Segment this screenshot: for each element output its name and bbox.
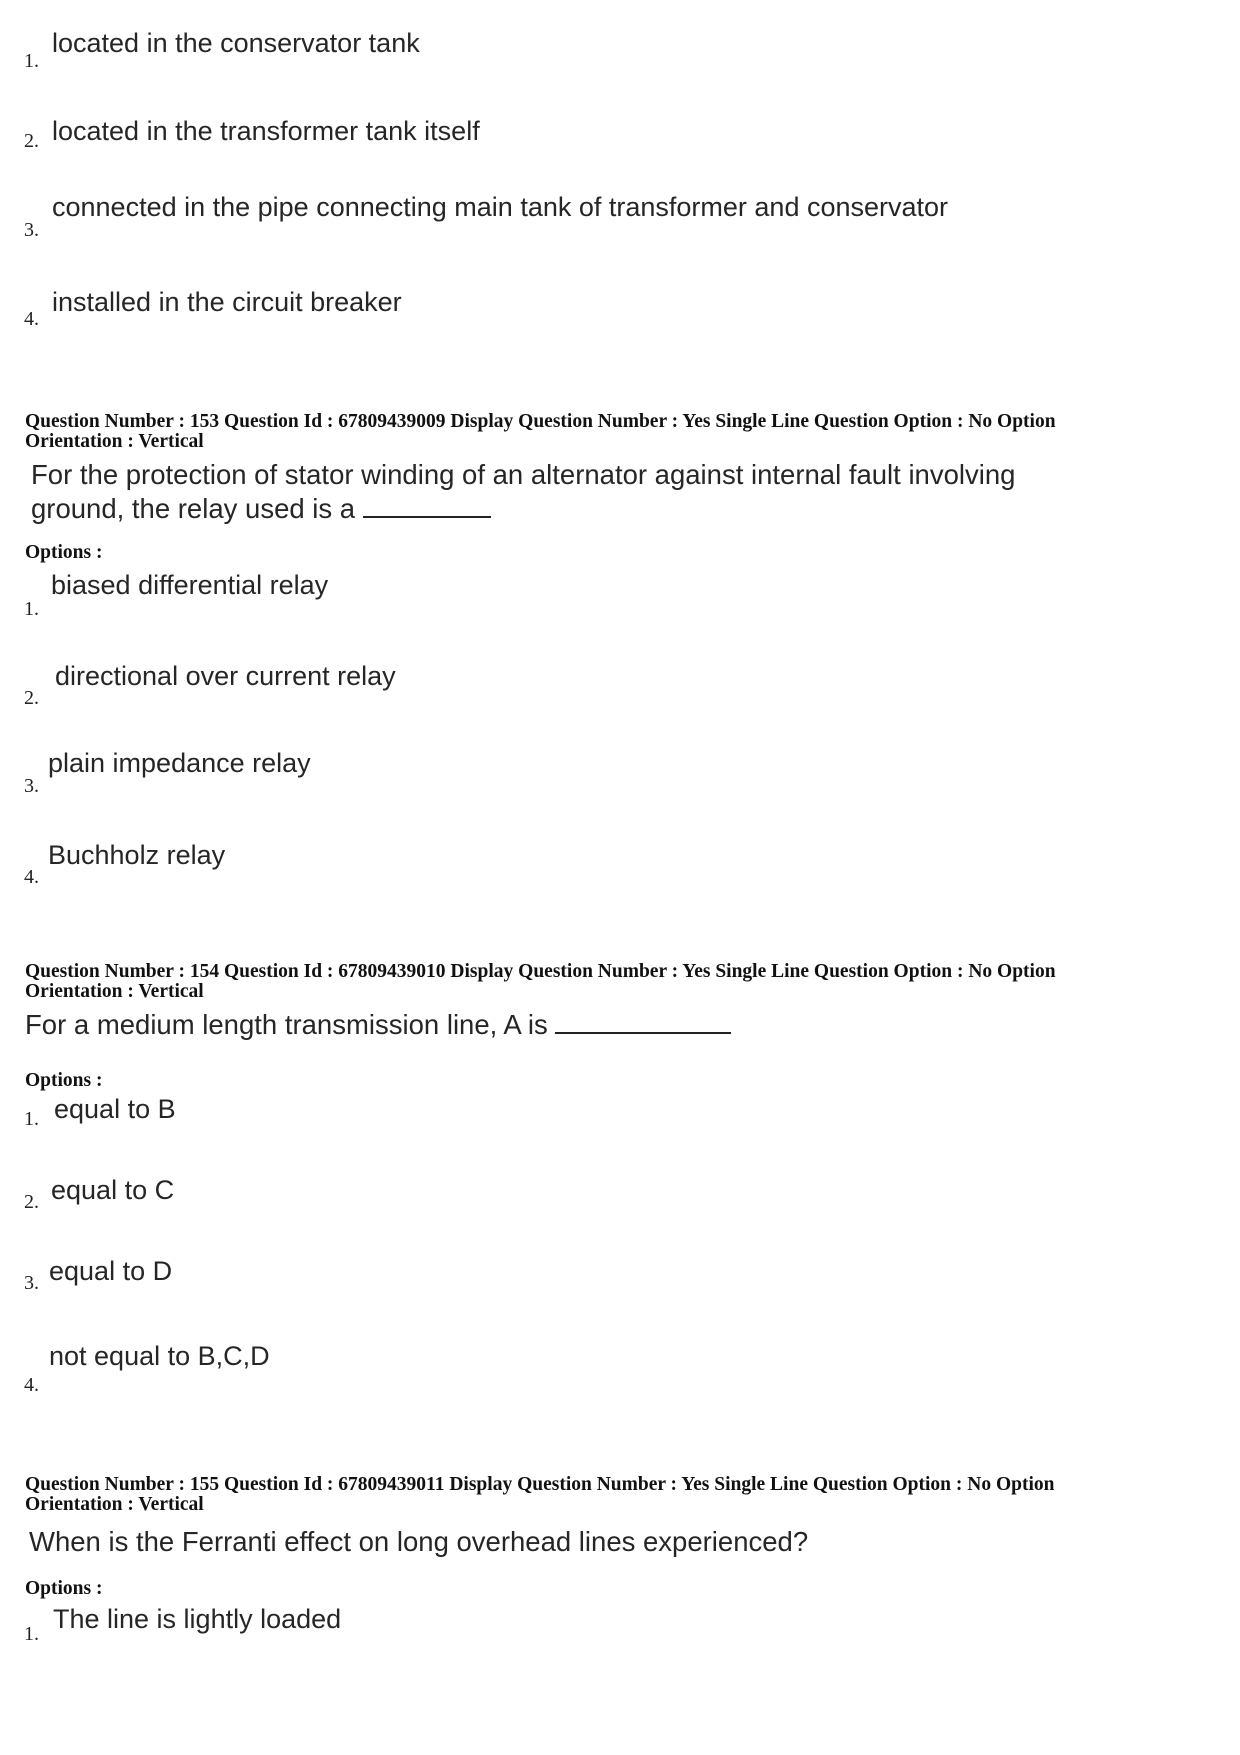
option-number: 2.: [24, 687, 39, 709]
option-text: equal to B: [54, 1094, 176, 1124]
option-number: 1.: [24, 598, 39, 620]
option-number: 4.: [24, 1374, 39, 1396]
question-meta: [25, 412, 1220, 452]
option-number: 4.: [24, 308, 39, 330]
question-meta: [25, 962, 1220, 1002]
question-meta-line2: Orientation : Vertical: [25, 1494, 204, 1515]
question-meta-line2: Orientation : Vertical: [25, 981, 204, 1002]
question-text-line2: [31, 492, 491, 526]
option-text: installed in the circuit breaker: [52, 287, 402, 317]
option-text: located in the transformer tank itself: [52, 116, 480, 146]
option-text: directional over current relay: [55, 661, 396, 691]
question-meta-line1: Question Number : 153 Question Id : 67809439009 Display Question Number : Yes Single Line Question Option : No Option: [25, 411, 1056, 432]
option-text: The line is lightly loaded: [53, 1604, 342, 1634]
option-number: 3.: [24, 775, 39, 797]
options-label: Options :: [25, 1070, 103, 1091]
options-label: Options :: [25, 542, 103, 563]
question-text-line2-content: ground, the relay used is a: [31, 493, 356, 524]
options-label: Options :: [25, 1578, 103, 1599]
question-meta-line2: Orientation : Vertical: [25, 431, 204, 452]
option-text: plain impedance relay: [48, 748, 311, 778]
option-text: equal to C: [51, 1175, 175, 1205]
option-number: 1.: [24, 1623, 39, 1645]
question-text-line1: For the protection of stator winding of an alternator against internal fault involving: [31, 459, 1016, 490]
option-number: 3.: [24, 1272, 39, 1294]
question-text-line1: When is the Ferranti effect on long overhead lines experienced?: [29, 1526, 809, 1557]
answer-blank: [363, 492, 491, 518]
option-text: biased differential relay: [51, 570, 329, 600]
option-number: 2.: [24, 130, 39, 152]
option-text: Buchholz relay: [48, 840, 226, 870]
option-number: 3.: [24, 219, 39, 241]
question-meta-line1: Question Number : 155 Question Id : 67809439011 Display Question Number : Yes Single Line Question Option : No Option: [25, 1474, 1055, 1495]
question-text-line1: [25, 1008, 731, 1042]
question-meta: [25, 1475, 1220, 1515]
option-number: 4.: [24, 866, 39, 888]
option-text: located in the conservator tank: [52, 28, 420, 58]
question-meta-line1: Question Number : 154 Question Id : 67809439010 Display Question Number : Yes Single Line Question Option : No Option: [25, 961, 1056, 982]
option-text: not equal to B,C,D: [49, 1341, 270, 1371]
option-number: 1.: [24, 1108, 39, 1130]
option-text: equal to D: [49, 1256, 173, 1286]
option-text: connected in the pipe connecting main tank of transformer and conservator: [52, 192, 949, 222]
question-text-content: For a medium length transmission line, A is: [25, 1009, 548, 1040]
answer-blank: [555, 1008, 731, 1034]
option-number: 2.: [24, 1191, 39, 1213]
option-number: 1.: [24, 50, 39, 72]
